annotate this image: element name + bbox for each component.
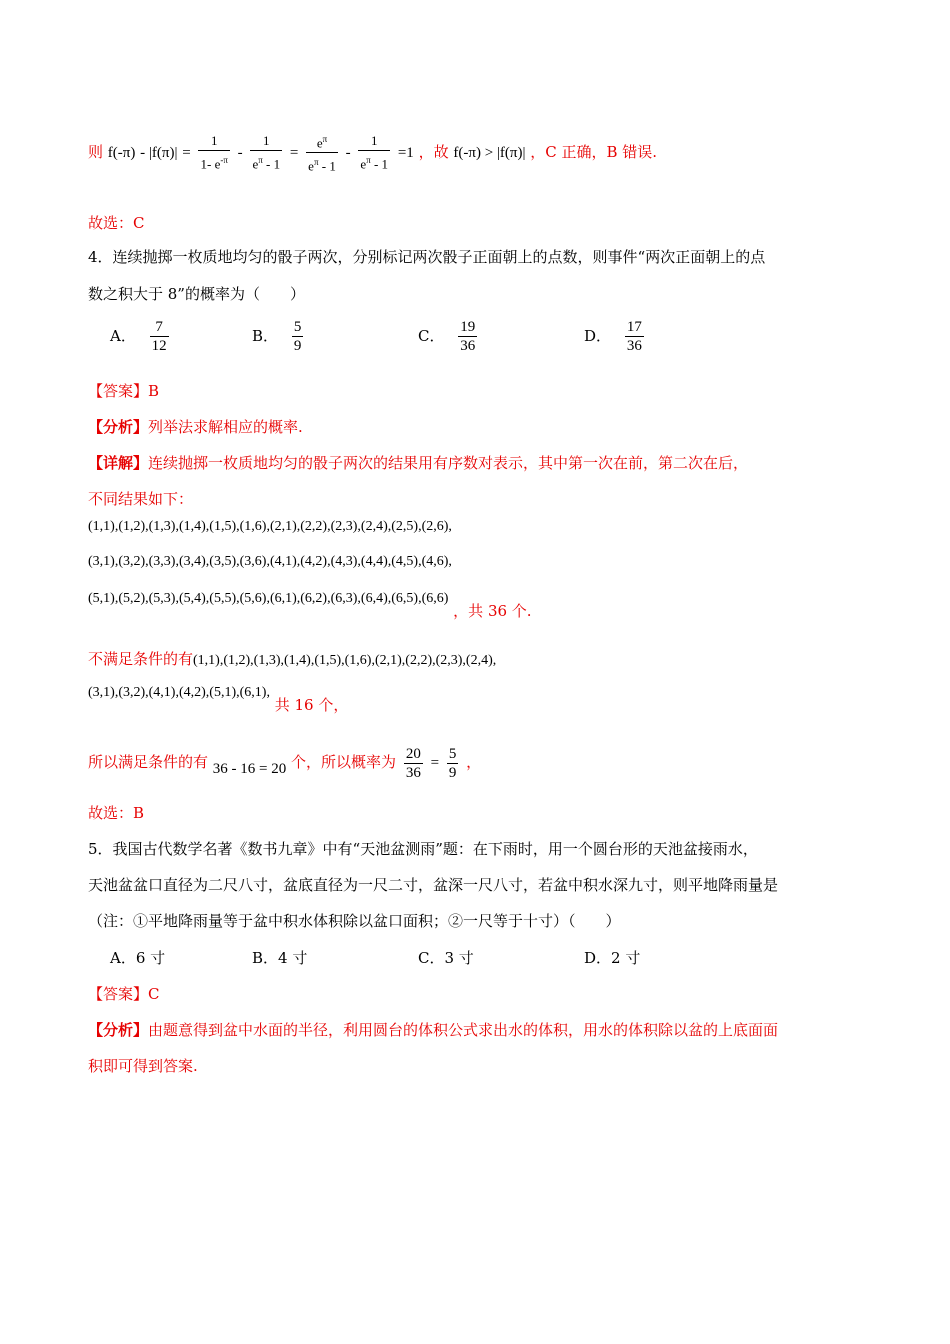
option-label: B．	[252, 949, 279, 967]
option-label: A．	[110, 326, 136, 345]
minus-2: -	[345, 144, 351, 161]
option-fraction	[292, 318, 304, 355]
f2-den-exp: π	[258, 155, 263, 166]
q4-stem-line1: 4．连续抛掷一枚质地均匀的骰子两次，分别标记两次骰子正面朝上的点数，则事件“两次正面朝上的点	[88, 248, 766, 266]
detail-text: 连续抛掷一枚质地均匀的骰子两次的结果用有序数对表示，其中第一次在前，第二次在后，	[148, 454, 749, 472]
numerator: 5	[448, 745, 457, 762]
probability-equals: =	[430, 755, 440, 771]
unsat-pairs-1: (1,1),(1,2),(1,3),(1,4),(1,5),(1,6),(2,1),(2,2),(2,3),(2,4),	[193, 653, 497, 668]
f2-den-tail: - 1	[266, 156, 281, 172]
numerator: 5	[293, 319, 302, 335]
option-text: 3 寸	[444, 949, 474, 967]
fraction-2-denominator	[250, 150, 282, 173]
denominator: 9	[448, 764, 457, 781]
minus-abs-f-pi: - |f(π)|	[140, 144, 178, 161]
denominator: 36	[626, 338, 642, 354]
option-label: A．	[110, 949, 136, 967]
q4-option-b	[252, 318, 306, 355]
option-label: D．	[584, 326, 612, 345]
q5-option-a	[110, 947, 165, 969]
option-fraction	[458, 318, 477, 355]
answer-choice-b: 故选：B	[88, 804, 145, 822]
probability-fraction-2	[447, 745, 459, 782]
detail-tag: 【详解】	[88, 454, 149, 472]
total-count: ，共 36 个.	[453, 602, 532, 620]
f-neg-pi: f(-π)	[107, 144, 136, 161]
analysis-tag: 【分析】	[88, 1021, 149, 1039]
q4-stem-line2: 数之积大于 8”的概率为（ ）	[88, 285, 305, 303]
f1-den-base: 1- e	[200, 156, 221, 172]
probability-tail: ，	[466, 753, 482, 771]
fraction-1-numerator: 1	[210, 133, 218, 149]
fraction-1-denominator	[198, 150, 229, 173]
option-text: 2 寸	[611, 949, 641, 967]
f3-den-exp: π	[313, 157, 319, 168]
fraction-3-numerator	[315, 130, 329, 152]
option-label: D．	[584, 949, 612, 967]
inequality: f(-π) > |f(π)|	[453, 144, 526, 161]
option-text: 4 寸	[278, 949, 308, 967]
answer-choice-c: 故选：C	[88, 214, 145, 232]
numerator: 17	[626, 319, 642, 335]
fraction-4	[358, 132, 390, 173]
sat-mid: 个，所以概率为	[291, 753, 397, 771]
q5-option-c	[418, 947, 474, 969]
q4-option-d	[584, 318, 647, 355]
denominator: 36	[405, 764, 421, 781]
gu-text: ，故	[418, 142, 449, 161]
q4-answer: 【答案】B	[88, 382, 160, 400]
q5-option-d	[584, 947, 640, 969]
f1-den-exp: -π	[220, 155, 228, 166]
probability-line	[88, 742, 481, 783]
f4-den-base: e	[360, 156, 367, 172]
pairs-row-2: (3,1),(3,2),(3,3),(3,4),(3,5),(3,6),(4,1),(4,2),(4,3),(4,4),(4,5),(4,6),	[88, 554, 452, 569]
equals-2: =	[289, 144, 299, 161]
unsat-pairs-2: (3,1),(3,2),(4,1),(4,2),(5,1),(6,1),	[88, 685, 270, 700]
fraction-2	[250, 132, 282, 173]
option-fraction	[625, 318, 644, 355]
unsat-count: 共 16 个，	[274, 696, 349, 714]
q4-analysis	[88, 416, 303, 438]
f3-den-base: e	[308, 158, 314, 174]
probability-fraction-1	[404, 745, 423, 782]
fraction-2-numerator: 1	[263, 133, 270, 149]
unsat-prefix: 不满足条件的有	[88, 650, 194, 668]
pairs-row-1: (1,1),(1,2),(1,3),(1,4),(1,5),(1,6),(2,1),(2,2),(2,3),(2,4),(2,5),(2,6),	[88, 519, 452, 534]
minus-1: -	[237, 144, 243, 161]
option-label: C．	[418, 949, 445, 967]
q4-option-c	[418, 318, 480, 355]
f4-den-exp: π	[366, 155, 371, 166]
analysis-tag: 【分析】	[88, 418, 149, 436]
unsat-row-2	[88, 680, 349, 714]
f3-den-tail: - 1	[321, 158, 336, 174]
f2-den-base: e	[252, 156, 259, 172]
analysis-text: 列举法求解相应的概率.	[148, 418, 303, 436]
fraction-4-denominator	[358, 150, 390, 173]
f4-den-tail: - 1	[373, 156, 389, 172]
q5-option-b	[252, 947, 307, 969]
option-label: C．	[418, 326, 445, 345]
f3-num-base: e	[316, 135, 323, 151]
fraction-3	[306, 130, 338, 176]
q4-option-a	[110, 318, 172, 355]
q4-detail-line2: 不同结果如下：	[88, 490, 194, 508]
equals-1: =	[182, 144, 191, 161]
numerator: 19	[460, 319, 476, 335]
formula-line	[88, 130, 657, 176]
q5-stem-line2: 天池盆盆口直径为二尺八寸，盆底直径为一尺二寸，盆深一尺八寸，若盆中积水深九寸，则平地降雨量是	[88, 876, 779, 894]
fraction-3-denominator	[306, 152, 338, 175]
q5-analysis-line2: 积即可得到答案.	[88, 1057, 198, 1075]
denominator: 9	[293, 338, 302, 354]
q5-stem-line1: 5．我国古代数学名著《数书九章》中有“天池盆测雨”题：在下雨时，用一个圆台形的天池盆接雨水，	[88, 840, 758, 858]
q4-detail	[88, 452, 748, 474]
option-fraction	[150, 318, 169, 355]
fraction-4-numerator: 1	[370, 133, 378, 149]
fraction-1	[198, 132, 229, 173]
numerator: 20	[405, 745, 421, 762]
unsat-row-1	[88, 648, 496, 672]
pairs-row-3-text: (5,1),(5,2),(5,3),(5,4),(5,5),(5,6),(6,1),(6,2),(6,3),(6,4),(6,5),(6,6)	[88, 591, 449, 606]
denominator: 12	[151, 338, 167, 354]
option-label: B．	[252, 326, 279, 345]
equals-one: =1	[397, 144, 414, 161]
sat-expression: 36 - 16 = 20	[212, 761, 287, 777]
sat-prefix: 所以满足条件的有	[88, 753, 209, 771]
option-text: 6 寸	[135, 949, 166, 967]
q5-stem-line3: （注：①平地降雨量等于盆中积水体积除以盆口面积；②一尺等于十寸）（ ）	[88, 912, 621, 930]
q5-answer: 【答案】C	[88, 985, 160, 1003]
conclusion-text: ，C 正确，B 错误.	[530, 142, 658, 161]
pairs-row-3	[88, 586, 532, 620]
numerator: 7	[155, 319, 163, 335]
analysis-text: 由题意得到盆中水面的半径，利用圆台的体积公式求出水的体积，用水的体积除以盆的上底面面	[148, 1021, 779, 1039]
ze-text: 则	[88, 142, 104, 161]
denominator: 36	[460, 338, 476, 354]
q5-analysis	[88, 1019, 778, 1041]
f3-num-exp: π	[322, 134, 328, 144]
